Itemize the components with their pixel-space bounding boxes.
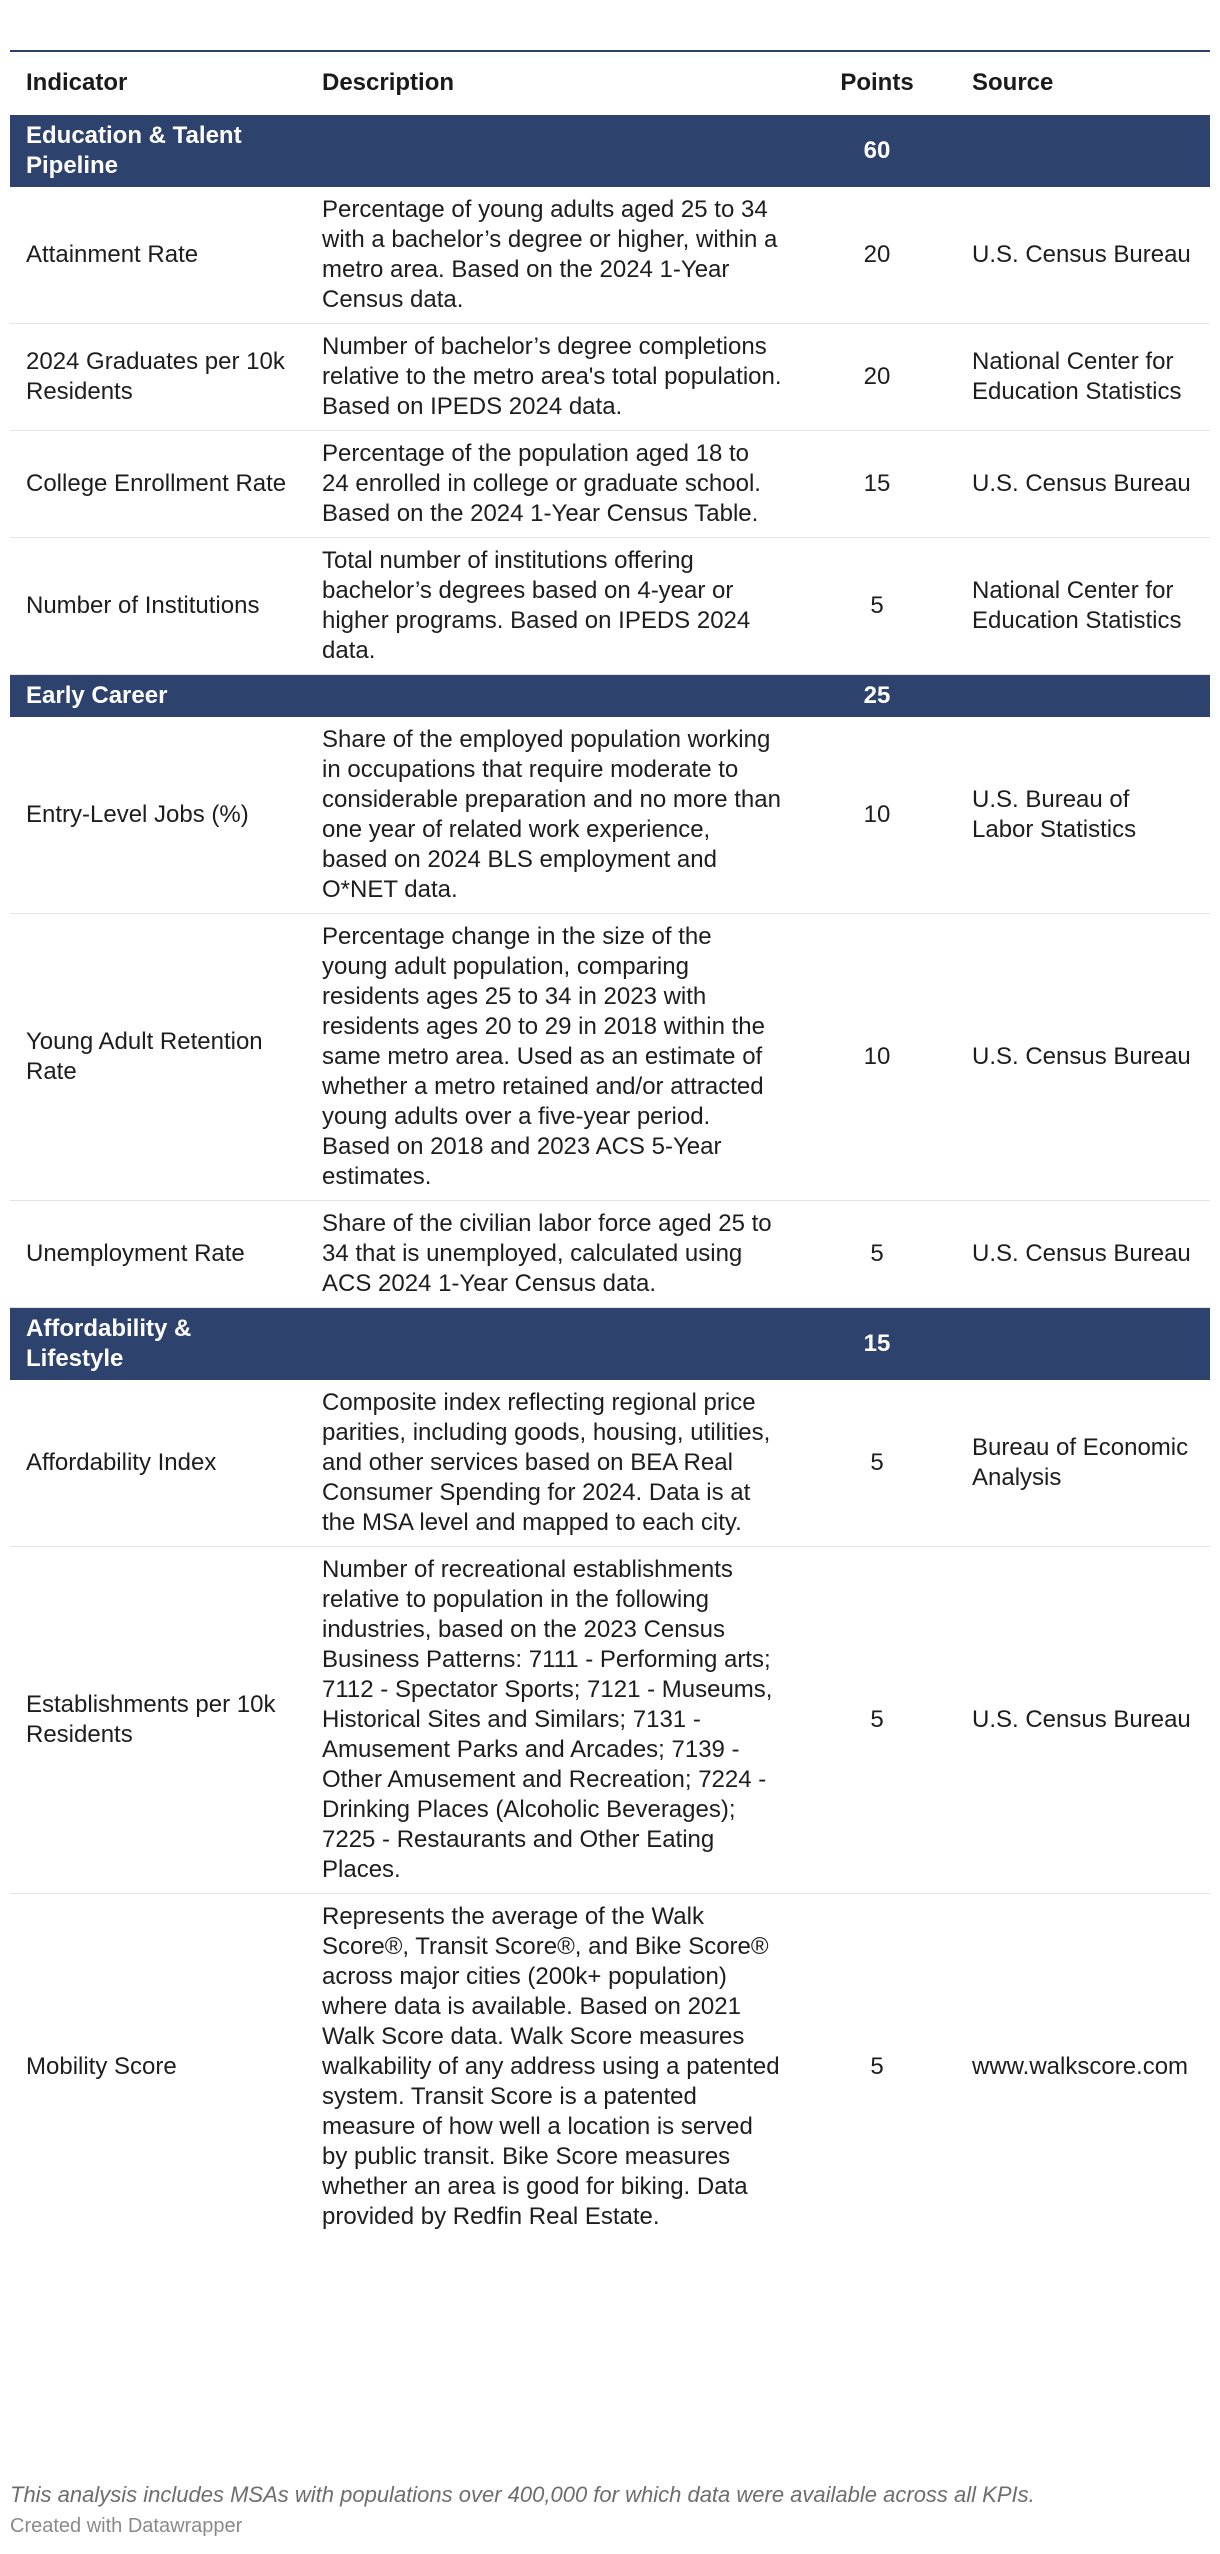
description-cell: Represents the average of the Walk Score®, Transit Score®, and Bike Score® across major cities (200k+ population) where data is available. Based on 2021 Walk Score data. Walk Score measures walkability of any address using a patented system. Transit Score is a patented measure of how well a location is served by public transit. Bike Score measures whether an area is good for biking. Data provided by Redfin Real Estate. (322, 1903, 780, 2230)
column-header-points[interactable]: Points (798, 51, 956, 115)
indicator-cell: Establishments per 10k Residents (10, 1547, 306, 1894)
indicator-cell: Number of Institutions (10, 538, 306, 675)
category-row (10, 1308, 1210, 1381)
table-footer (10, 2480, 1210, 2542)
indicator-cell: Unemployment Rate (10, 1201, 306, 1308)
indicator-cell: Attainment Rate (10, 187, 306, 324)
category-spacer (956, 115, 1210, 188)
points-cell: 20 (798, 324, 956, 431)
description-cell: Percentage of young adults aged 25 to 34 with a bachelor’s degree or higher, within a metro area. Based on the 2024 1-Year Census data. (306, 187, 798, 324)
column-header-indicator[interactable]: Indicator (10, 51, 306, 115)
table-row (10, 1547, 1210, 1894)
category-points: 15 (798, 1308, 956, 1381)
points-cell: 5 (798, 1380, 956, 1547)
category-points: 60 (798, 115, 956, 188)
source-cell: U.S. Census Bureau (956, 914, 1210, 1201)
category-spacer (306, 115, 798, 188)
category-spacer (956, 1308, 1210, 1381)
source-cell: National Center for Education Statistics (956, 538, 1210, 675)
table-row (10, 717, 1210, 914)
indicator-cell: Entry-Level Jobs (%) (10, 717, 306, 914)
column-header-description[interactable]: Description (306, 51, 798, 115)
source-cell: U.S. Census Bureau (956, 187, 1210, 324)
source-cell: U.S. Census Bureau (956, 1547, 1210, 1894)
source-cell: U.S. Bureau of Labor Statistics (956, 717, 1210, 914)
description-cell: Percentage of the population aged 18 to 24 enrolled in college or graduate school. Based on the 2024 1-Year Census Table. (306, 431, 798, 538)
category-points: 25 (798, 675, 956, 718)
table-row (10, 1201, 1210, 1308)
category-label: Education & Talent Pipeline (10, 115, 306, 188)
description-cell: Number of bachelor’s degree completions relative to the metro area's total population. Based on IPEDS 2024 data. (306, 324, 798, 431)
description-cell: Total number of institutions offering bachelor’s degrees based on 4-year or higher programs. Based on IPEDS 2024 data. (306, 538, 798, 675)
description-cell: Number of recreational establishments relative to population in the following industries, based on the 2023 Census Business Patterns: 7111 - Performing arts; 7112 - Spectator Sports; 7121 - Museums, Historical Sites and Similars; 7131 - Amusement Parks and Arcades; 7139 - Other Amusement and Recreation; 7224 - Drinking Places (Alcoholic Beverages); 7225 - Restaurants and Other Eating Places. (306, 1547, 798, 1894)
source-cell: National Center for Education Statistics (956, 324, 1210, 431)
table-row (10, 1894, 1210, 2241)
header-row (10, 51, 1210, 115)
indicator-cell: College Enrollment Rate (10, 431, 306, 538)
description-cell: Share of the employed population working in occupations that require moderate to considerable preparation and no more than one year of related work experience, based on 2024 BLS employment and O*NET data. (306, 717, 798, 914)
category-row (10, 115, 1210, 188)
points-cell: 5 (798, 1547, 956, 1894)
table-header (10, 51, 1210, 115)
table-row (10, 1380, 1210, 1547)
table-row (10, 187, 1210, 324)
points-cell: 20 (798, 187, 956, 324)
indicator-cell: Mobility Score (26, 2053, 177, 2080)
methodology-table (10, 50, 1210, 2240)
source-cell: Bureau of Economic Analysis (956, 1380, 1210, 1547)
table-body (10, 115, 1210, 2241)
column-header-source[interactable]: Source (956, 51, 1210, 115)
description-cell: Composite index reflecting regional price parities, including goods, housing, utilities, and other services based on BEA Real Consumer Spending for 2024. Data is at the MSA level and mapped to each city. (306, 1380, 798, 1547)
points-cell: 5 (798, 538, 956, 675)
points-cell: 10 (798, 717, 956, 914)
points-cell: 5 (870, 2053, 884, 2080)
category-spacer (306, 1308, 798, 1381)
datawrapper-credit[interactable]: Created with Datawrapper (10, 2515, 243, 2537)
table-row (10, 538, 1210, 675)
category-spacer (956, 675, 1210, 718)
points-cell: 5 (798, 1201, 956, 1308)
category-label: Early Career (10, 675, 306, 718)
table-row (10, 914, 1210, 1201)
source-cell: U.S. Census Bureau (956, 1201, 1210, 1308)
table-row (10, 431, 1210, 538)
indicator-cell: Affordability Index (10, 1380, 306, 1547)
source-cell: www.walkscore.com (972, 2053, 1189, 2080)
description-cell: Percentage change in the size of the young adult population, comparing residents ages 25 to 34 in 2023 with residents ages 20 to 29 in 2018 within the same metro area. Used as an estimate of whether a metro retained and/or attracted young adults over a five-year period. Based on 2018 and 2023 ACS 5-Year estimates. (306, 914, 798, 1201)
footnote: This analysis includes MSAs with populations over 400,000 for which data were available across all KPIs. (10, 2482, 1035, 2507)
indicator-cell: 2024 Graduates per 10k Residents (10, 324, 306, 431)
points-cell: 15 (798, 431, 956, 538)
points-cell: 10 (798, 914, 956, 1201)
description-cell: Share of the civilian labor force aged 25 to 34 that is unemployed, calculated using ACS 2024 1-Year Census data. (306, 1201, 798, 1308)
category-spacer (306, 675, 798, 718)
category-label: Affordability & Lifestyle (10, 1308, 306, 1381)
category-row (10, 675, 1210, 718)
table-row (10, 324, 1210, 431)
methodology-table-container (10, 50, 1210, 2240)
indicator-cell: Young Adult Retention Rate (10, 914, 306, 1201)
source-cell: U.S. Census Bureau (956, 431, 1210, 538)
